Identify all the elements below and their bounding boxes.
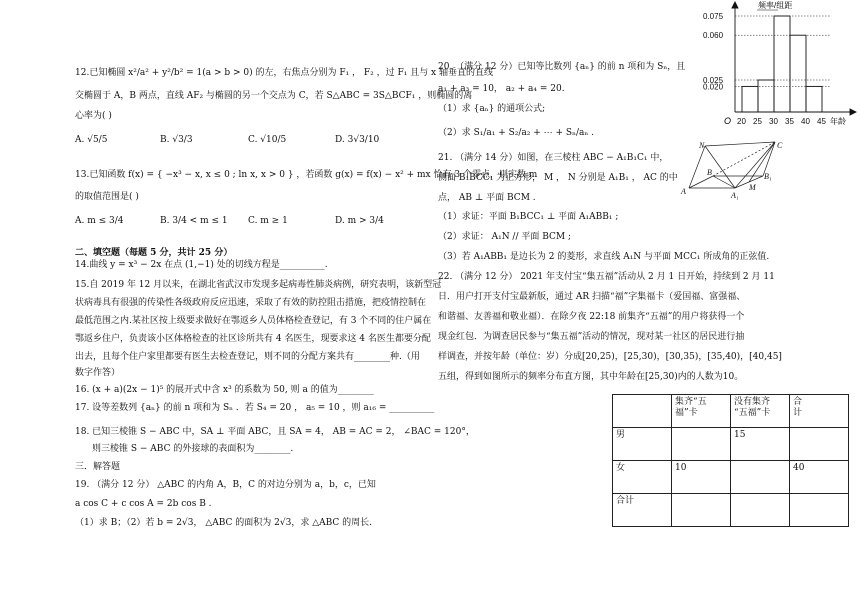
edge-b-c [713,142,775,176]
label-c: C [777,141,783,150]
y-tick-label: 0.060 [703,31,724,41]
label-a1: A₁ [731,191,739,200]
section-3-heading: 三．解答题 [75,462,121,472]
q21-line1: 21. （满分 14 分）如图，在三棱柱 ABC − A₁B₁C₁ 中， [438,153,669,163]
histogram-bar [790,35,806,112]
question-14: 14.曲线 y = x³ − 2x 在点 (1,−1) 处的切线方程是__________. [75,260,328,270]
table-header-empty [613,395,672,428]
q20-line4: （2）求 S₁/a₁ + S₂/a₂ + ⋯ + Sₙ/aₙ . [438,128,595,138]
q18-line1: 18. 已知三棱锥 S − ABC 中，SA ⊥ 平面 ABC，且 SA = 4， AB = AC = 2， ∠BAC = 120°， [75,427,475,437]
y-axis-arrow [732,2,738,8]
q21-line2: 侧面 B₁BCC₁ 为正方形， M ， N 分别是 A₁B₁ ， AC 的中 [438,173,678,183]
q15-line6: 数字作答） [75,368,121,378]
x-tick-label: 40 [801,117,810,126]
table-cell [731,494,790,527]
q20-line2: a₁ + a₃ = 10， a₂ + a₄ = 20. [438,84,565,94]
edge-c-b1 [763,142,775,176]
table-cell: 女 [613,461,672,494]
origin-label: O [724,116,732,126]
x-axis-arrow [850,109,856,115]
prism-figure [675,138,787,208]
q12-option-b: B. √3/3 [160,135,193,145]
histogram-bar [742,86,758,112]
table-cell [790,494,849,527]
q15-line1: 15.自 2019 年 12 月以来，在湖北省武汉市发现多起病毒性肺炎病例，研究表明，该新型冠 [75,280,442,290]
q21-line5: （2）求证： A₁N // 平面 BCM ; [438,232,571,242]
q15-line3: 最低范围之内.某社区按上级要求做好在鄂返乡人员体格检查登记，有 3 个不同的住户属在 [75,316,432,326]
table-row [613,461,849,494]
question-17: 17. 设等差数列 {aₙ} 的前 n 项和为 Sₙ ．若 S₄ = 20 ， a₅ = 10 ，则 a₁₆ = __________ [75,403,435,413]
x-tick-label: 35 [785,117,794,126]
x-tick-label: 20 [737,117,746,126]
edge-n-a [689,146,705,188]
edge-n-a1 [705,146,735,188]
q13-line2: 的取值范围是( ) [75,192,139,202]
table-cell: 40 [790,461,849,494]
table-cell: 15 [731,428,790,461]
q12-line3: 心率为( ) [75,111,112,121]
question-16: 16. (x + a)(2x − 1)⁵ 的展开式中含 x³ 的系数为 50, 则 a 的值为________ [75,385,374,395]
q15-line4: 鄂返乡住户，负责该小区体格检查的社区诊所共有 4 名医生，现要求这 4 名医生都要分配 [75,334,431,344]
table-row [613,428,849,461]
y-tick-label: 0.075 [703,12,724,21]
contingency-table [612,394,849,527]
table-cell [790,428,849,461]
x-tick-label: 30 [769,117,778,126]
table-cell [672,428,731,461]
label-m: M [749,183,756,192]
q12-line1: 12.已知椭圆 x²/a² + y²/b² = 1(a > b > 0) 的左，右焦点分别为 F₁ ， F₂ ，过 F₁ 且与 x 轴垂直的直线 [75,68,493,78]
edge-b-a1 [713,176,735,188]
table-cell [672,494,731,527]
q22-line6: 五组，得到如图所示的频率分布直方图，其中年龄在[25,30)内的人数为10。 [438,372,744,382]
q12-line2: 交椭圆于 A，B 两点，直线 AF₂ 与椭圆的另一个交点为 C，若 S△ABC = 3S△BCF₁ ，则椭圆的离 [75,91,473,101]
q15-line2: 状病毒具有很强的传染性各级政府反应迅速，采取了有效的防控阻击措施，把疫情控制在 [75,298,427,308]
label-n: N [699,141,705,150]
table-header-not-collected: 没有集齐 “五福”卡 [731,395,790,428]
q20-line1: 20. （满分 12 分）已知等比数列 {aₙ} 的前 n 项和为 Sₙ，且 [438,62,686,72]
x-axis-label: 年龄 [830,117,846,126]
q20-line3: （1）求 {aₙ} 的通项公式; [438,104,546,114]
q13-line1: 13.已知函数 f(x) = { −x³ − x, x ≤ 0 ; ln x, x > 0 } ，若函数 g(x) = f(x) − x² + mx 恰有 3 个零点，则实数 m [75,170,538,180]
x-tick-label: 45 [817,117,826,126]
table-cell: 10 [672,461,731,494]
edge-a1-c [735,142,775,188]
table-header-collected: 集齐“五 福”卡 [672,395,731,428]
q13-option-c: C. m ≥ 1 [248,216,288,226]
q12-option-c: C. √10/5 [248,135,287,145]
label-a: A [681,187,686,196]
q18-line2: 则三棱锥 S − ABC 的外接球的表面积为________. [92,444,294,454]
x-tick-label: 25 [753,117,762,126]
histogram-bar [774,16,790,112]
q13-option-d: D. m > 3/4 [335,216,384,226]
q12-option-d: D. 3√3/10 [335,135,380,145]
q15-line5: 出去，且每个住户家里都要有医生去检查登记，则不同的分配方案共有________种.（用 [75,352,420,362]
q21-line4: （1）求证：平面 B₁BCC₁ ⊥ 平面 A₁ABB₁ ; [438,212,619,222]
edge-n-c [705,142,775,146]
table-cell: 合计 [613,494,672,527]
q22-line3: 和谐福、友善福和敬业福）．在除夕夜 22:18 前集齐“五福”的用户将获得一个 [438,312,745,322]
section-2-heading: 二、填空题（每题 5 分，共计 25 分） [75,248,233,258]
histogram-bar [806,86,822,112]
histogram-bar [758,80,774,112]
table-header-total: 合 计 [790,395,849,428]
y-tick-label: 0.020 [703,82,724,92]
q13-option-a: A. m ≤ 3/4 [75,216,124,226]
q13-option-b: B. 3/4 < m ≤ 1 [160,216,228,226]
table-cell: 男 [613,428,672,461]
frequency-histogram [700,0,860,128]
q22-line2: 日．用户打开支付宝最新版，通过 AR 扫描“福”字集福卡（爱国福、富强福、 [438,292,746,302]
label-b: B [707,168,712,177]
q21-line3: 点， AB ⊥ 平面 BCM . [438,193,536,203]
table-cell [731,461,790,494]
table-header-row [613,395,849,428]
q12-option-a: A. √5/5 [75,135,108,145]
q22-line1: 22. （满分 12 分） 2021 年支付宝“集五福”活动从 2 月 1 日开始，持续到 2 月 11 [438,272,775,282]
q19-line3: （1）求 B；（2）若 b = 2√3， △ABC 的面积为 2√3，求 △ABC 的周长. [75,518,373,528]
label-b1: B₁ [764,172,772,181]
q21-line6: （3）若 A₁ABB₁ 是边长为 2 的菱形，求直线 A₁N 与平面 MCC₁ 所成角的正弦值. [438,252,770,262]
q19-line2: a cos C + c cos A = 2b cos B . [75,499,212,509]
q22-line5: 样调查，并按年龄（单位：岁）分成[20,25)，[25,30)，[30,35)，[35,40)，[40,45] [438,352,782,362]
table-row [613,494,849,527]
q19-line1: 19. （满分 12 分） △ABC 的内角 A，B，C 的对边分别为 a，b，c，已知 [75,480,376,490]
y-axis-label: 频率/组距 [758,1,793,10]
q22-line4: 现金红包．为调查居民参与“集五福”活动的情况，现对某一社区的居民进行抽 [438,332,745,342]
y-tick-label: 0.025 [703,76,724,85]
